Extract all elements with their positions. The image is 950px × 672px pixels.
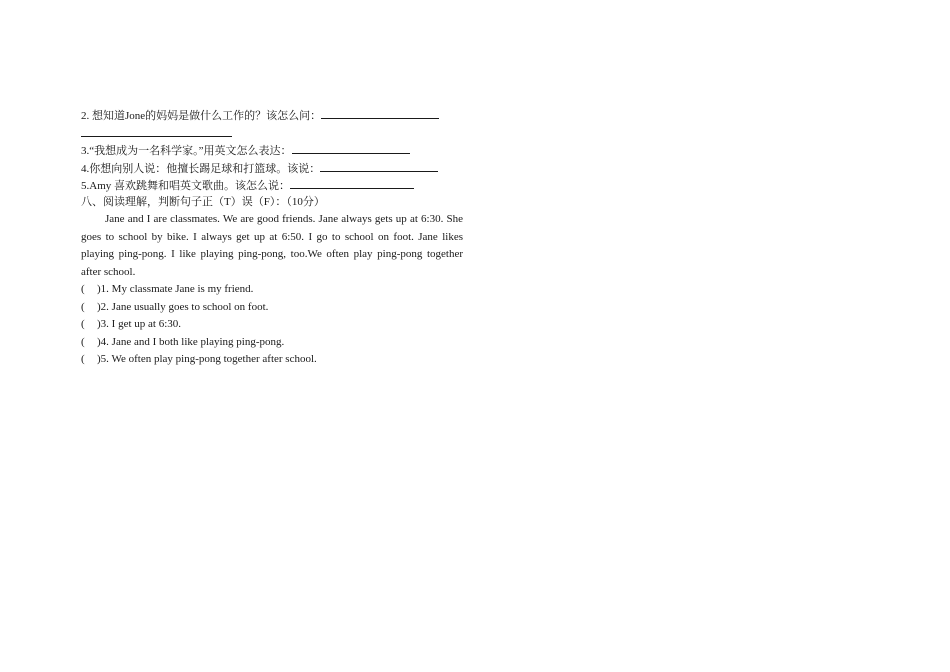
true-false-item [81,316,463,334]
question-4 [81,159,463,177]
question-5-text: 5.Amy 喜欢跳舞和唱英文歌曲。该怎么说： [81,180,290,192]
question-2-continuation [81,124,463,142]
answer-paren-open: ( [81,335,85,348]
question-3-text: 3.“我想成为一名科学家。”用英文怎么表达： [81,145,292,157]
worksheet-column [81,106,463,369]
item-text: )3. I get up at 6:30. [97,318,182,330]
question-5 [81,176,463,194]
answer-blank [320,159,438,172]
answer-paren-open: ( [81,283,85,295]
question-2-text: 2. 想知道Jone的妈妈是做什么工作的？该怎么问： [81,110,322,122]
question-2 [81,106,463,124]
question-3 [81,141,463,159]
item-text: )5. We often play ping-pong together after school. [97,353,317,365]
answer-paren-open: ( [81,318,85,330]
question-4-text: 4.你想向别人说：他擅长踢足球和打篮球。该说： [81,162,321,175]
true-false-item [81,299,463,317]
reading-passage: Jane and I are classmates. We are good friends. Jane always gets up at 6:30. She goes to school by bike. I always get up at 6:50. I go to school on foot. Jane likes playing ping-pong. I like playing ping-pong, too.We often play ping-pong together after school. [81,213,463,278]
answer-paren-open: ( [81,353,85,365]
answer-paren-open: ( [81,300,85,313]
answer-blank [290,176,414,189]
true-false-item [81,334,463,352]
item-text: )1. My classmate Jane is my friend. [97,283,254,295]
item-text: )2. Jane usually goes to school on foot. [97,300,269,313]
section-8-heading: 八、阅读理解，判断句子正（T）误（F）：（10分） [81,195,325,208]
answer-blank [321,106,439,119]
answer-blank [81,124,232,137]
true-false-item [81,351,463,369]
item-text: )4. Jane and I both like playing ping-pong. [97,335,285,348]
true-false-item [81,281,463,299]
answer-blank [292,141,410,154]
